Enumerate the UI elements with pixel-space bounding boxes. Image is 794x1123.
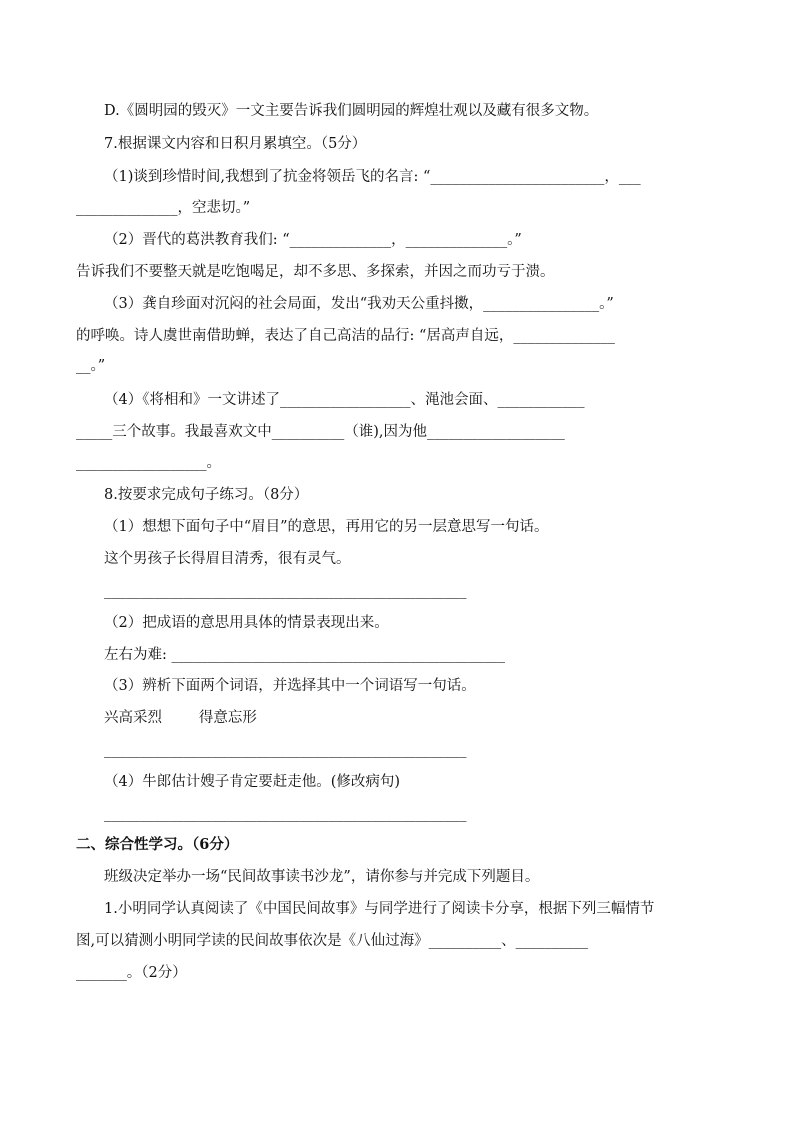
q8-item-3-answer-line: __________________________________________________ xyxy=(104,742,467,758)
q8-item-4: （4）牛郎估计嫂子肯定要赶走他。(修改病句) xyxy=(104,774,401,790)
q8-item-2: （2）把成语的意思用具体的情景表现出来。 xyxy=(104,615,389,631)
q7-item-1-line-2: ______________，空悲切。” xyxy=(76,200,251,216)
q8-item-1-sentence: 这个男孩子长得眉目清秀，很有灵气。 xyxy=(104,551,351,567)
q7-item-1-line-1: （1)谈到珍惜时间,我想到了抗金将领岳飞的名言: “________________________，___ xyxy=(104,169,641,185)
q8-item-1-answer-line: __________________________________________________ xyxy=(104,583,467,599)
q8-item-1: （1）想想下面句子中“眉目”的意思，再用它的另一层意思写一句话。 xyxy=(104,519,549,535)
s2-question-1-line-1: 1.小明同学认真阅读了《中国民间故事》与同学进行了阅读卡分享，根据下列三幅情节 xyxy=(104,901,655,917)
q7-item-2-line-2: 告诉我们不要整天就是吃饱喝足，却不多思、多探索，并因之而功亏于溃。 xyxy=(76,264,555,280)
section-2-heading: 二、综合性学习。（6分） xyxy=(76,836,239,853)
q7-item-4-line-1: （4）《将相和》一文讲述了__________________、渑池会面、____________ xyxy=(104,392,585,408)
s2-question-1-line-3: _______。（2分） xyxy=(76,965,187,981)
q8-item-2-answer: 左右为难: ______________________________________________ xyxy=(104,647,505,663)
question-8-title: 8.按要求完成句子练习。（8分） xyxy=(104,487,309,503)
q8-item-3: （3）辨析下面两个词语，并选择其中一个词语写一句话。 xyxy=(104,678,476,694)
q7-item-3-line-1: （3）龚自珍面对沉闷的社会局面，发出“我劝天公重抖擞，________________。” xyxy=(104,296,614,312)
s2-question-1-line-2: 图,可以猜测小明同学读的民间故事依次是《八仙过海》__________、__________ xyxy=(76,933,589,949)
section-2-intro: 班级决定举办一场“民间故事读书沙龙”，请你参与并完成下列题目。 xyxy=(104,869,540,885)
q7-item-4-line-3: __________________。 xyxy=(76,455,221,471)
q7-item-4-line-2: _____三个故事。我最喜欢文中__________（谁),因为他___________________ xyxy=(76,424,565,440)
q7-item-3-line-3: __。” xyxy=(76,358,106,374)
q7-item-2-line-1: （2）晋代的葛洪教育我们: “______________，______________。” xyxy=(104,232,522,248)
option-d: D.《圆明园的毁灭》一文主要告诉我们圆明园的辉煌壮观以及藏有很多文物。 xyxy=(104,103,599,119)
q8-item-4-answer-line: __________________________________________________ xyxy=(104,806,467,822)
q8-item-3-words: 兴高采烈 得意忘形 xyxy=(104,710,257,726)
q7-item-3-line-2: 的呼唤。诗人虞世南借助蝉，表达了自己高洁的品行: “居高声自远，______________ xyxy=(76,328,615,344)
question-7-title: 7.根据课文内容和日积月累填空。（5分） xyxy=(104,136,367,152)
